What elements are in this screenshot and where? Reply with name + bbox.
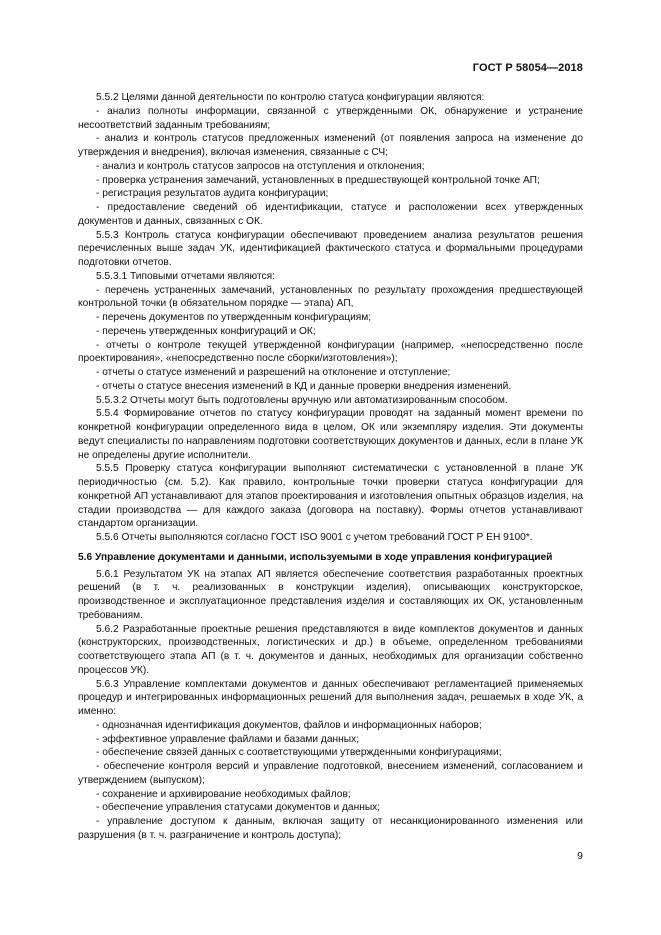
list-item: - предоставление сведений об идентификации, статусе и расположении всех утвержденных документов и данных, связанных с ОК. xyxy=(78,202,583,227)
list-item: - анализ и контроль статусов предложенных изменений (от появления запроса на изменение до утверждения и внедрения), включая изменения, связанные с СЧ; xyxy=(78,133,583,158)
list-item: - перечень устраненных замечаний, установленных по результату прохождения предшествующей контрольной точки (в обязательном порядке — этапа) АП, xyxy=(78,284,583,310)
paragraph: 5.5.5 Проверку статуса конфигурации выполняют систематически с установленной в плане УК периодичностью (см. 5.2). Как правило, контрольные точки проверки статуса конфигурации для конкретной АП устанавливают для этапов проектирования и изготовления опытных образцов изделия, на стадии производства — для каждого заказа (договора на поставку). Формы отчетов устанавливают стандартом организации. xyxy=(78,463,583,530)
list-item: - обеспечение связей данных с соответствующими утвержденными конфигурациями; xyxy=(96,747,502,759)
section-heading: 5.6 Управление документами и данными, используемыми в ходе управления конфигурацией xyxy=(78,551,553,563)
paragraph: 5.6.1 Результатом УК на этапах АП является обеспечение соответствия разработанных проектных решений (в т. ч. реализованных в конструкции изделия), описывающих конструкторское, производственное и эксплуатационное представления изделия и составляющих их ОК, установленным требованиям. xyxy=(78,568,583,621)
paragraph: 5.6.2 Разработанные проектные решения представляются в виде комплектов документов и данных (конструкторских, производственных, логистических и др.) в объеме, определенном требованиями соответствующего этапа АП (в т. ч. документов и данных, необходимых для организации собственно процессов УК). xyxy=(78,623,583,676)
standard-header: ГОСТ Р 58054—2018 xyxy=(472,62,583,74)
list-item: - однозначная идентификация документов, файлов и информационных наборов; xyxy=(96,719,482,731)
list-item: - анализ и контроль статусов запросов на отступления и отклонения; xyxy=(96,160,425,172)
list-item: - проверка устранения замечаний, установленных в предшествующей контрольной точке АП; xyxy=(96,174,540,186)
paragraph: 5.5.3.1 Типовыми отчетами являются: xyxy=(96,270,275,282)
list-item: - анализ полноты информации, связанной с утвержденными ОК, обнаружение и устранение несоответствий заданным требованиям; xyxy=(78,105,583,131)
list-item: - обеспечение контроля версий и управление подготовкой, внесением изменений, согласованием и утверждением (выпуском); xyxy=(78,761,583,786)
paragraph: 5.5.3 Контроль статуса конфигурации обеспечивают проведением анализа результатов решения перечисленных выше задач УК, идентификацией фактического статуса и формальными процедурами подготовки отчетов. xyxy=(78,229,583,268)
list-item: - отчеты о статусе изменений и разрешений на отклонение и отступление; xyxy=(96,367,451,378)
paragraph: 5.5.4 Формирование отчетов по статусу конфигурации проводят на заданный момент времени по конкретной конфигурации определенного вида в целом, ОК или экземпляру изделия. Эти документы ведут специалисты по направлениям подготовки соответствующих документов и данных, если в плане УК не определены другие исполнители. xyxy=(78,408,583,461)
list-item: - перечень документов по утвержденным конфигурациям; xyxy=(96,312,372,323)
paragraph: 5.5.6 Отчеты выполняются согласно ГОСТ ISO 9001 с учетом требований ГОСТ Р ЕН 9100*. xyxy=(96,532,533,543)
list-item: - сохранение и архивирование необходимых файлов; xyxy=(96,788,351,800)
list-item: - перечень утвержденных конфигураций и ОК; xyxy=(96,325,316,337)
page-number: 9 xyxy=(577,850,583,862)
paragraph: 5.5.2 Целями данной деятельности по контролю статуса конфигурации являются: xyxy=(96,92,485,103)
paragraph: 5.6.3 Управление комплектами документов и данных обеспечивают регламентацией применяемых процедур и интегрированных информационных решений для выполнения задач, решаемых в ходе УК, а именно: xyxy=(78,678,583,717)
list-item: - отчеты о статусе внесения изменений в КД и данные проверки внедрения изменений. xyxy=(96,380,512,392)
list-item: - регистрация результатов аудита конфигурации; xyxy=(96,188,329,200)
list-item: - обеспечение управления статусами документов и данных; xyxy=(96,802,381,814)
document-body xyxy=(78,91,583,843)
list-item: - эффективное управление файлами и базами данных; xyxy=(96,733,360,745)
list-item: - отчеты о контроле текущей утвержденной конфигурации (например, «непосредственно после проектирования», «непосредственно после сборки/изготовления»); xyxy=(78,339,583,365)
paragraph: 5.5.3.2 Отчеты могут быть подготовлены вручную или автоматизированным способом. xyxy=(96,394,508,406)
list-item: - управление доступом к данным, включая защиту от несанкционированного изменения или разрушения (в т. ч. разграничение и контроль доступа); xyxy=(78,816,583,841)
